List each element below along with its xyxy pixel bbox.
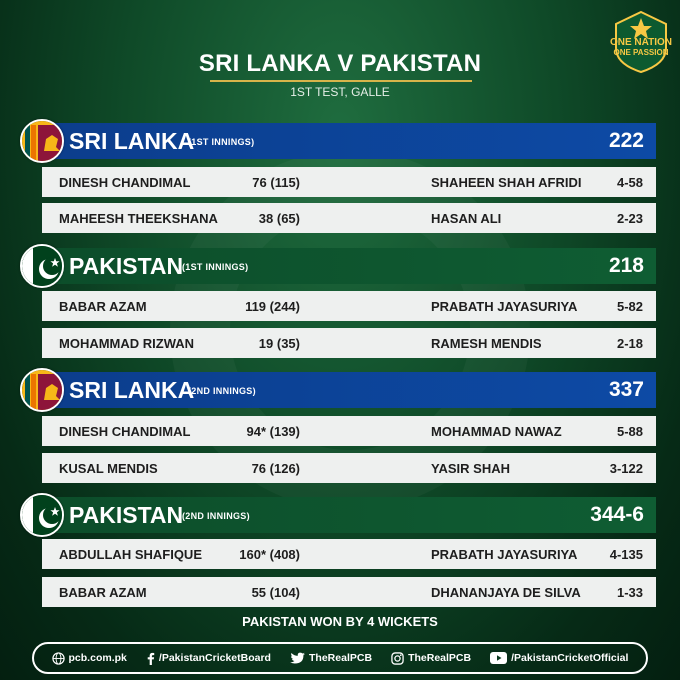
batter-name: MAHEESH THEEKSHANA: [59, 210, 218, 226]
facebook-icon: [146, 652, 155, 665]
batter-runs: 76 (115): [252, 174, 300, 190]
youtube-text: /PakistanCricketOfficial: [511, 652, 629, 664]
table-row: [42, 416, 656, 446]
youtube-link[interactable]: [490, 652, 628, 664]
innings-header-pakistan-1: [42, 248, 656, 284]
facebook-text: /PakistanCricketBoard: [158, 652, 271, 664]
team-score: 218: [608, 254, 644, 277]
logo-line1: ONE NATION: [609, 37, 673, 48]
batter-runs: 19 (35): [258, 335, 300, 351]
batter-name: MOHAMMAD RIZWAN: [59, 335, 195, 351]
table-row: [42, 577, 656, 607]
batter-runs: 55 (104): [251, 584, 300, 600]
bowler-figures: 4-58: [616, 174, 643, 190]
bowler-name: HASAN ALI: [431, 210, 502, 226]
innings-header-sri-lanka-1: [42, 123, 656, 159]
team-score: 337: [608, 378, 644, 401]
bowler-name: PRABATH JAYASURIYA: [431, 546, 578, 562]
match-result: PAKISTAN WON BY 4 WICKETS: [242, 614, 438, 629]
table-row: [42, 203, 656, 233]
table-row: [42, 291, 656, 321]
team-name: PAKISTAN: [69, 501, 184, 528]
twitter-link[interactable]: [290, 652, 372, 665]
bowler-figures: 5-82: [616, 298, 643, 314]
twitter-text: TheRealPCB: [309, 652, 373, 664]
facebook-link[interactable]: [146, 652, 271, 665]
innings-label: (2ND INNINGS): [188, 386, 256, 396]
bowler-figures: 3-122: [609, 460, 643, 476]
innings-header-pakistan-2: [42, 497, 656, 533]
table-row: [42, 539, 656, 569]
bowler-figures: 1-33: [616, 584, 643, 600]
bowler-name: YASIR SHAH: [431, 460, 510, 476]
logo-line2: ONE PASSION: [613, 48, 669, 57]
title-underline: [210, 80, 472, 82]
youtube-icon: [490, 652, 507, 664]
website-link[interactable]: [52, 652, 127, 665]
batter-name: DINESH CHANDIMAL: [59, 174, 191, 190]
instagram-link[interactable]: [391, 652, 471, 665]
batter-name: DINESH CHANDIMAL: [59, 423, 191, 439]
batter-runs: 76 (126): [251, 460, 300, 476]
table-row: [42, 453, 656, 483]
bowler-name: DHANANJAYA DE SILVA: [431, 584, 581, 600]
batter-name: ABDULLAH SHAFIQUE: [59, 546, 202, 562]
bowler-figures: 2-18: [616, 335, 643, 351]
instagram-text: TheRealPCB: [408, 652, 472, 664]
pakistan-flag-icon: [20, 244, 64, 288]
team-name: PAKISTAN: [69, 252, 184, 279]
innings-header-sri-lanka-2: [42, 372, 656, 408]
batter-name: BABAR AZAM: [59, 298, 147, 314]
sri-lanka-flag-icon: [20, 119, 64, 163]
batter-name: BABAR AZAM: [59, 584, 147, 600]
pakistan-flag-icon: [20, 493, 64, 537]
bowler-name: SHAHEEN SHAH AFRIDI: [431, 174, 582, 190]
batter-runs: 38 (65): [258, 210, 300, 226]
innings-label: (1ST INNINGS): [182, 262, 249, 272]
innings-label: (1ST INNINGS): [188, 137, 255, 147]
team-score: 222: [608, 129, 644, 152]
table-row: [42, 328, 656, 358]
page-subtitle: 1ST TEST, GALLE: [290, 85, 390, 99]
social-footer: [32, 642, 648, 674]
sri-lanka-flag-icon: [20, 368, 64, 412]
batter-runs: 94* (139): [246, 423, 300, 439]
team-name: SRI LANKA: [69, 127, 195, 154]
website-text: pcb.com.pk: [68, 652, 127, 664]
bowler-name: MOHAMMAD NAWAZ: [431, 423, 562, 439]
bowler-figures: 2-23: [616, 210, 643, 226]
batter-runs: 160* (408): [239, 546, 300, 562]
bowler-figures: 4-135: [609, 546, 643, 562]
table-row: [42, 167, 656, 197]
batter-name: KUSAL MENDIS: [59, 460, 158, 476]
batter-runs: 119 (244): [245, 298, 300, 314]
bowler-figures: 5-88: [616, 423, 643, 439]
team-name: SRI LANKA: [69, 376, 195, 403]
globe-icon: [52, 652, 65, 665]
page-title: SRI LANKA V PAKISTAN: [198, 50, 482, 77]
innings-label: (2ND INNINGS): [182, 511, 250, 521]
bowler-name: RAMESH MENDIS: [431, 335, 542, 351]
instagram-icon: [391, 652, 404, 665]
team-score: 344-6: [590, 503, 644, 526]
twitter-icon: [290, 652, 305, 665]
bowler-name: PRABATH JAYASURIYA: [431, 298, 578, 314]
